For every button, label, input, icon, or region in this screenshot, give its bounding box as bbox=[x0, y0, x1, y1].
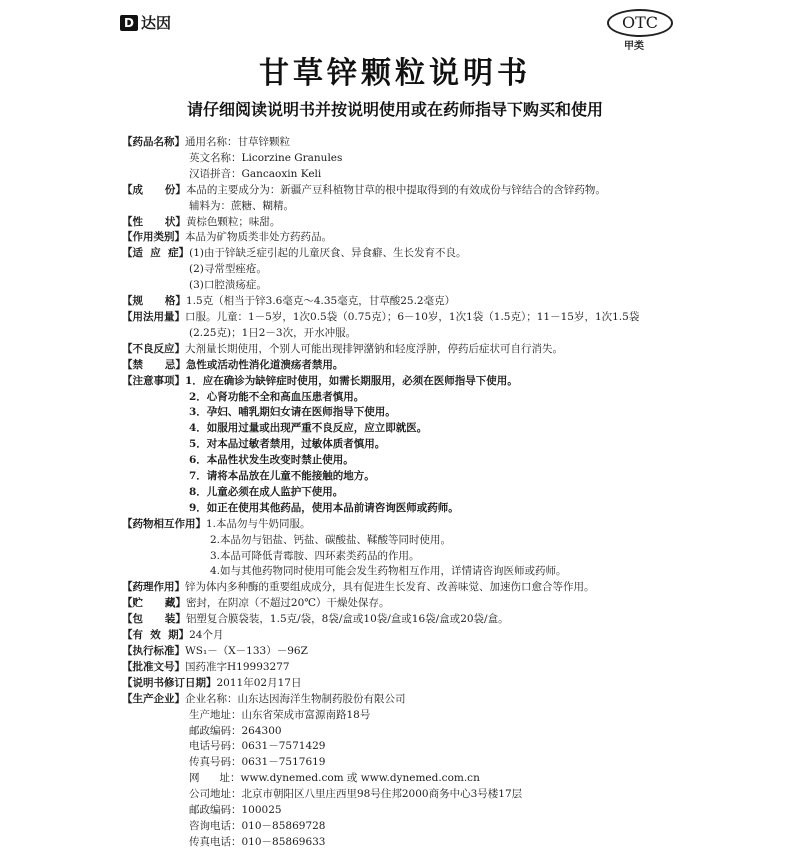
precaution-item: 1．应在确诊为缺锌症时使用，如需长期服用，必须在医师指导下使用。 bbox=[185, 374, 518, 387]
manufacturer-row bbox=[122, 819, 662, 835]
fax-number: 传真号码：0631－7517619 bbox=[189, 756, 326, 769]
office-postcode: 邮政编码：100025 bbox=[189, 804, 282, 817]
precaution-row bbox=[122, 469, 662, 485]
section-label: 【执行标准】 bbox=[122, 645, 185, 657]
section-label: 【有 效 期】 bbox=[122, 629, 190, 642]
leaflet-body bbox=[122, 135, 662, 851]
section-name bbox=[122, 135, 662, 151]
pinyin-name-row bbox=[122, 167, 662, 183]
interaction-item: 1.本品勿与牛奶同服。 bbox=[206, 517, 311, 530]
manufacturer-row bbox=[122, 771, 662, 787]
indication-row bbox=[122, 262, 662, 278]
interaction-row bbox=[122, 549, 662, 565]
section-standard bbox=[122, 644, 662, 660]
section-label: 【成 份】 bbox=[122, 183, 186, 196]
section-category bbox=[122, 230, 662, 246]
precaution-item: 9．如正在使用其他药品，使用本品前请咨询医师或药师。 bbox=[189, 501, 459, 514]
section-label: 【说明书修订日期】 bbox=[122, 676, 217, 689]
section-label: 【适 应 症】 bbox=[122, 247, 190, 260]
dosage-text: (2.25克)；1日2－3次，开水冲服。 bbox=[189, 326, 357, 339]
production-address: 生产地址：山东省荣成市富源南路18号 bbox=[189, 708, 371, 721]
brand-logo bbox=[120, 12, 171, 33]
website: 网 址：www.dynemed.com 或 www.dynemed.com.cn bbox=[189, 772, 480, 785]
precaution-item: 8．儿童必须在成人监护下使用。 bbox=[189, 485, 344, 498]
precaution-row bbox=[122, 453, 662, 469]
indication-item: (2)寻常型痤疮。 bbox=[189, 263, 267, 276]
interaction-item: 3.本品可降低青霉胺、四环素类药品的作用。 bbox=[210, 549, 420, 562]
section-composition bbox=[122, 183, 662, 199]
section-validity bbox=[122, 628, 662, 644]
excipients-row bbox=[122, 199, 662, 215]
english-name: 英文名称：Licorzine Granules bbox=[189, 151, 343, 164]
precaution-item: 6．本品性状发生改变时禁止使用。 bbox=[189, 454, 354, 467]
section-label: 【生产企业】 bbox=[122, 692, 185, 705]
contraindications-text: 急性或活动性消化道溃疡者禁用。 bbox=[185, 358, 344, 371]
precaution-item: 3．孕妇、哺乳期妇女请在医师指导下使用。 bbox=[189, 406, 396, 419]
section-label: 【药品名称】 bbox=[122, 136, 185, 148]
section-label: 【药理作用】 bbox=[122, 581, 185, 594]
manufacturer-row bbox=[122, 835, 662, 851]
interaction-item: 4.如与其他药物同时使用可能会发生药物相互作用，详情请咨询医师或药师。 bbox=[210, 565, 567, 578]
precaution-item: 7．请将本品放在儿童不能接触的地方。 bbox=[189, 470, 375, 483]
section-indications bbox=[122, 246, 662, 262]
generic-name: 通用名称：甘草锌颗粒 bbox=[185, 136, 290, 148]
manufacturer-row bbox=[122, 708, 662, 724]
composition-text: 本品的主要成分为：新疆产豆科植物甘草的根中提取得到的有效成份与锌结合的含锌药物。 bbox=[185, 183, 606, 196]
indication-item: (1)由于锌缺乏症引起的儿童厌食、异食癖、生长发育不良。 bbox=[189, 247, 467, 260]
package-text: 铝塑复合膜袋装，1.5克/袋，8袋/盒或10袋/盒或16袋/盒或20袋/盒。 bbox=[185, 613, 509, 626]
section-label: 【药物相互作用】 bbox=[122, 517, 206, 530]
section-label: 【规 格】 bbox=[122, 295, 186, 308]
manufacturer-row bbox=[122, 724, 662, 740]
section-spec bbox=[122, 294, 662, 310]
adverse-text: 大剂量长期使用，个别人可能出现排钾潴钠和轻度浮肿，停药后症状可自行消失。 bbox=[185, 342, 563, 355]
manufacturer-row bbox=[122, 739, 662, 755]
section-storage bbox=[122, 596, 662, 612]
section-adverse bbox=[122, 342, 662, 358]
postcode: 邮政编码：264300 bbox=[189, 724, 282, 737]
pharmacology-text: 锌为体内多种酶的重要组成成分，具有促进生长发育、改善味觉、加速伤口愈合等作用。 bbox=[185, 581, 595, 594]
precaution-row bbox=[122, 390, 662, 406]
validity-text: 24个月 bbox=[189, 629, 224, 642]
office-address: 公司地址：北京市朝阳区八里庄西里98号住邦2000商务中心3号楼17层 bbox=[189, 788, 523, 801]
document-subtitle: 请仔细阅读说明书并按说明使用或在药师指导下购买和使用 bbox=[186, 100, 603, 119]
section-precautions bbox=[122, 374, 662, 390]
precaution-row bbox=[122, 421, 662, 437]
section-contraindications bbox=[122, 358, 662, 374]
section-character bbox=[122, 215, 662, 231]
company-name: 企业名称：山东达因海洋生物制药股份有限公司 bbox=[185, 692, 406, 705]
section-label: 【作用类别】 bbox=[122, 231, 185, 244]
precaution-item: 5．对本品过敏者禁用，过敏体质者慎用。 bbox=[189, 438, 386, 451]
interaction-item: 2.本品勿与铝盐、钙盐、碳酸盐、鞣酸等同时使用。 bbox=[210, 533, 452, 546]
category-text: 本品为矿物质类非处方药药品。 bbox=[185, 231, 332, 244]
section-dosage bbox=[122, 310, 662, 326]
manufacturer-row bbox=[122, 803, 662, 819]
spec-text: 1.5克（相当于锌3.6毫克～4.35毫克，甘草酸25.2毫克） bbox=[185, 295, 456, 308]
excipients-text: 辅料为：蔗糖、糊精。 bbox=[189, 199, 294, 212]
standard-text: WS₁－（X－133）－96Z bbox=[185, 645, 308, 657]
dosage-row bbox=[122, 326, 662, 342]
precaution-row bbox=[122, 485, 662, 501]
revision-text: 2011年02月17日 bbox=[216, 676, 302, 689]
precaution-row bbox=[122, 437, 662, 453]
precaution-item: 4．如服用过量或出现严重不良反应，应立即就医。 bbox=[189, 422, 428, 435]
section-interactions bbox=[122, 517, 662, 533]
interaction-row bbox=[122, 533, 662, 549]
character-text: 黄棕色颗粒；味甜。 bbox=[185, 215, 281, 228]
logo-mark-icon: D bbox=[120, 15, 138, 31]
otc-class-label: 甲类 bbox=[624, 41, 644, 52]
indication-row bbox=[122, 278, 662, 294]
storage-text: 密封，在阴凉（不超过20℃）干燥处保存。 bbox=[185, 597, 390, 610]
dosage-text: 口服。儿童：1－5岁，1次0.5袋（0.75克）；6－10岁，1次1袋（1.5克）；11－15岁，1次1.5袋 bbox=[185, 310, 640, 323]
interaction-row bbox=[122, 564, 662, 580]
section-label: 【注意事项】 bbox=[122, 374, 185, 387]
section-label: 【不良反应】 bbox=[122, 342, 185, 355]
section-revision bbox=[122, 676, 662, 692]
phone-number: 电话号码：0631－7571429 bbox=[189, 740, 326, 753]
brand-name: 达因 bbox=[141, 14, 172, 32]
section-pharmacology bbox=[122, 580, 662, 596]
section-package bbox=[122, 612, 662, 628]
section-label: 【性 状】 bbox=[122, 215, 186, 228]
precaution-item: 2．心肾功能不全和高血压患者慎用。 bbox=[189, 390, 365, 403]
section-manufacturer bbox=[122, 692, 662, 708]
precaution-row bbox=[122, 405, 662, 421]
approval-text: 国药准字H19993277 bbox=[185, 660, 290, 673]
indication-item: (3)口腔溃疡症。 bbox=[189, 279, 267, 292]
section-label: 【用法用量】 bbox=[122, 310, 185, 323]
section-label: 【禁 忌】 bbox=[122, 358, 186, 371]
pinyin-name: 汉语拼音：Gancaoxin Keli bbox=[189, 167, 322, 180]
section-label: 【贮 藏】 bbox=[122, 597, 186, 610]
office-fax: 传真电话：010－85869633 bbox=[189, 835, 326, 848]
otc-badge: OTC bbox=[607, 9, 673, 37]
section-label: 【批准文号】 bbox=[122, 660, 185, 673]
consult-phone: 咨询电话：010－85869728 bbox=[189, 819, 326, 832]
section-approval bbox=[122, 660, 662, 676]
precaution-row bbox=[122, 501, 662, 517]
manufacturer-row bbox=[122, 755, 662, 771]
section-label: 【包 装】 bbox=[122, 613, 186, 626]
english-name-row bbox=[122, 151, 662, 167]
document-title: 甘草锌颗粒说明书 bbox=[259, 56, 531, 91]
